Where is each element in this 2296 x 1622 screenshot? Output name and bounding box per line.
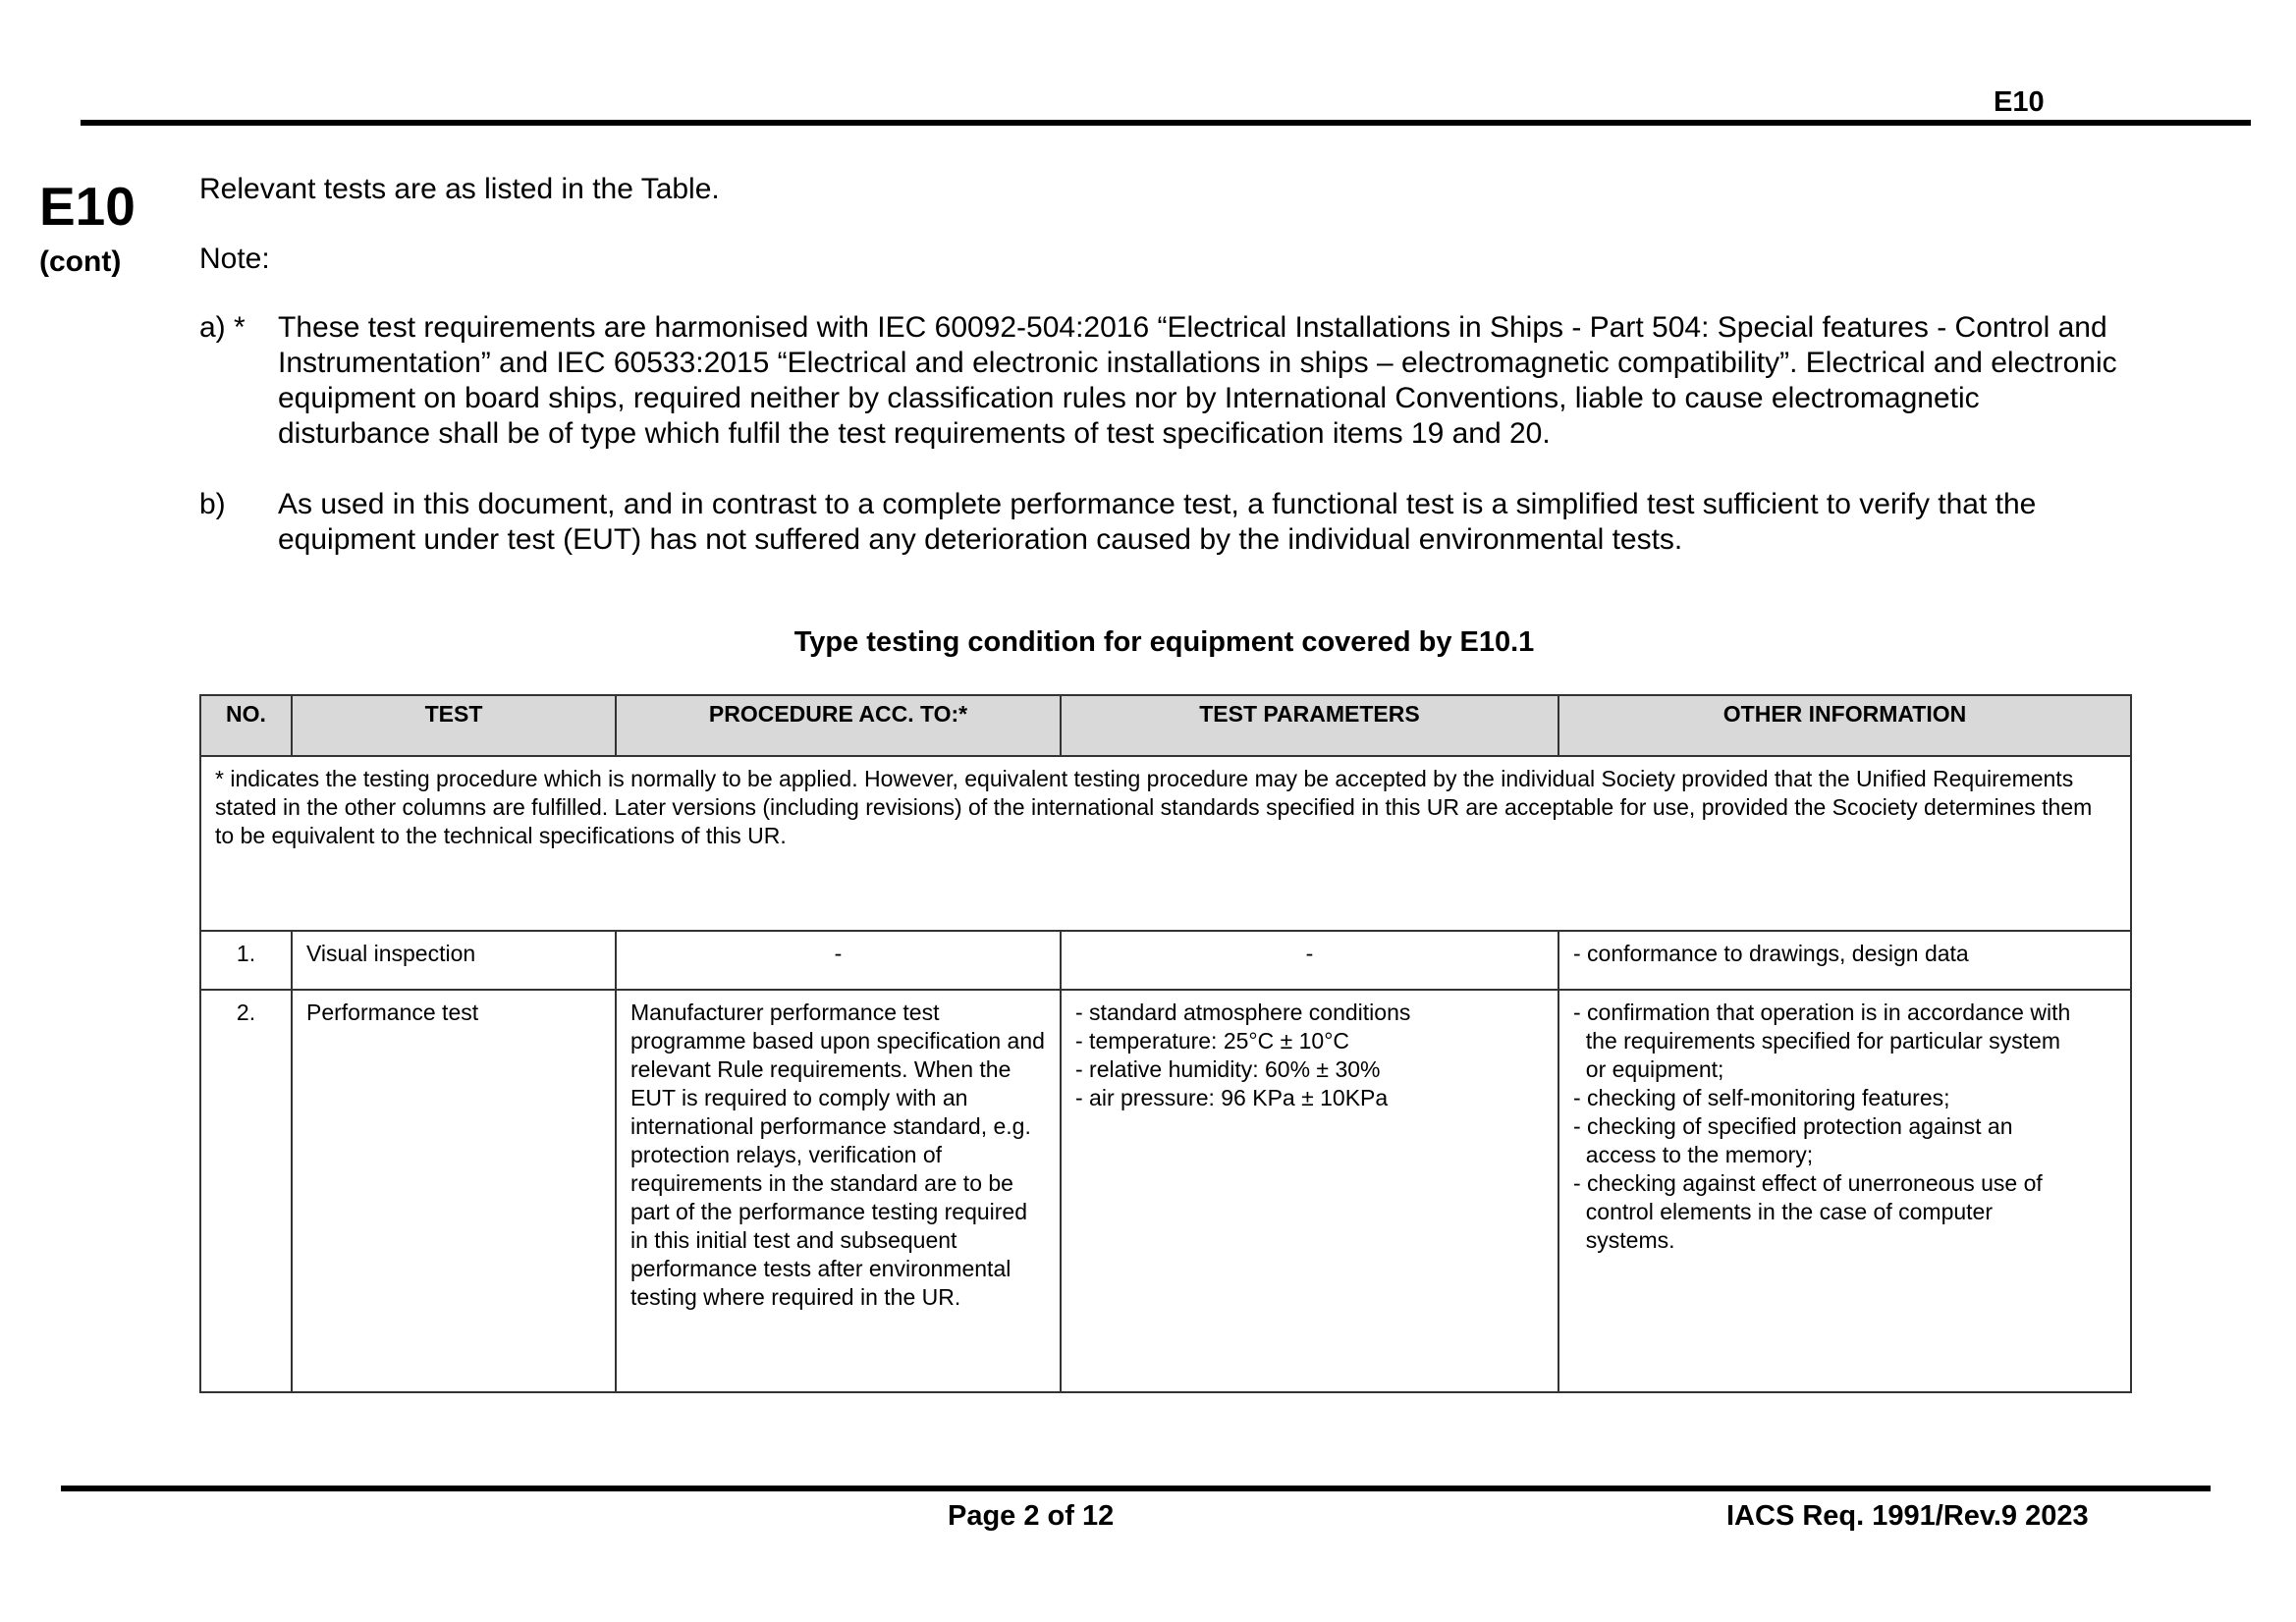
parameter-line: - relative humidity: 60% ± 30%	[1075, 1056, 1381, 1082]
document-reference: IACS Req. 1991/Rev.9 2023	[1726, 1500, 2089, 1532]
table-row	[200, 931, 2131, 990]
note-item-b-text: As used in this document, and in contrast to a complete performance test, a functional test is a simplified test sufficient to verify that the equipment under test (EUT) has not suffered any deterioration caused by the individual environmental tests.	[278, 488, 2037, 556]
section-continued-label: (cont)	[39, 245, 122, 278]
note-item-b-label: b)	[199, 488, 226, 520]
row-number: 1.	[200, 931, 292, 990]
row-test-name: Visual inspection	[292, 931, 616, 990]
info-line: - checking of specified protection against an	[1573, 1113, 2013, 1139]
column-header-no: NO.	[200, 695, 292, 756]
row-test-parameters	[1061, 990, 1558, 1392]
parameter-line: - temperature: 25°C ± 10°C	[1075, 1028, 1350, 1054]
info-line: - checking of self-monitoring features;	[1573, 1085, 1950, 1110]
parameter-line: - standard atmosphere conditions	[1075, 1000, 1411, 1025]
page-number: Page 2 of 12	[948, 1500, 1115, 1532]
parameter-line: -	[1305, 941, 1314, 966]
info-line: the requirements specified for particular system	[1573, 1028, 2060, 1054]
table-footnote: * indicates the testing procedure which is normally to be applied. However, equivalent testing procedure may be accepted by the individual Society provided that the Unified Requirements stated in the other columns are fulfilled. Later versions (including revisions) of the international standards specified in this UR are acceptable for use, provided the Scociety determines them to be equivalent to the technical specifications of this UR.	[200, 756, 2131, 931]
intro-paragraph: Relevant tests are as listed in the Table.	[199, 173, 720, 205]
table-title: Type testing condition for equipment covered by E10.1	[793, 626, 1535, 658]
footer-divider	[61, 1486, 2211, 1491]
info-line: or equipment;	[1573, 1056, 1724, 1082]
type-testing-table	[199, 694, 2132, 1393]
header-divider	[81, 120, 2251, 126]
header-document-code: E10	[1994, 86, 2045, 118]
row-test-parameters	[1061, 931, 1558, 990]
row-number: 2.	[200, 990, 292, 1392]
row-other-information	[1558, 931, 2131, 990]
info-line: systems.	[1573, 1227, 1675, 1253]
note-item-a-label: a) *	[199, 311, 246, 344]
column-header-test: TEST	[292, 695, 616, 756]
table-row	[200, 990, 2131, 1392]
row-other-information	[1558, 990, 2131, 1392]
note-item-a-text: These test requirements are harmonised with IEC 60092-504:2016 “Electrical Installations in Ships - Part 504: Special features - Control and Instrumentation” and IEC 60533:2015 “Electrical and electronic installations in ships – electromagnetic compatibility”. Electrical and electronic equipment on board ships, required neither by classification rules nor by International Conventions, liable to cause electromagnetic disturbance shall be of type which fulfil the test requirements of test specification items 19 and 20.	[278, 311, 2117, 450]
row-test-name: Performance test	[292, 990, 616, 1392]
note-label: Note:	[199, 243, 270, 275]
info-line: access to the memory;	[1573, 1142, 1814, 1167]
info-line: control elements in the case of computer	[1573, 1199, 1993, 1224]
column-header-test-parameters: TEST PARAMETERS	[1061, 695, 1558, 756]
section-code: E10	[39, 176, 136, 237]
row-procedure: Manufacturer performance test programme based upon specification and relevant Rule requirements. When the EUT is required to comply with an international performance standard, e.g. protection relays, verification of requirements in the standard are to be part of the performance testing required in this initial test and subsequent performance tests after environmental testing where required in the UR.	[616, 990, 1061, 1392]
column-header-procedure: PROCEDURE ACC. TO:*	[616, 695, 1061, 756]
parameter-line: - air pressure: 96 KPa ± 10KPa	[1075, 1085, 1389, 1110]
info-line: - confirmation that operation is in accordance with	[1573, 1000, 2071, 1025]
info-line: - checking against effect of unerroneous use of	[1573, 1170, 2043, 1196]
column-header-other-information: OTHER INFORMATION	[1558, 695, 2131, 756]
table-header-row	[200, 695, 2131, 756]
row-procedure: -	[616, 931, 1061, 990]
info-line: - conformance to drawings, design data	[1573, 941, 1969, 966]
table-footnote-row	[200, 756, 2131, 931]
